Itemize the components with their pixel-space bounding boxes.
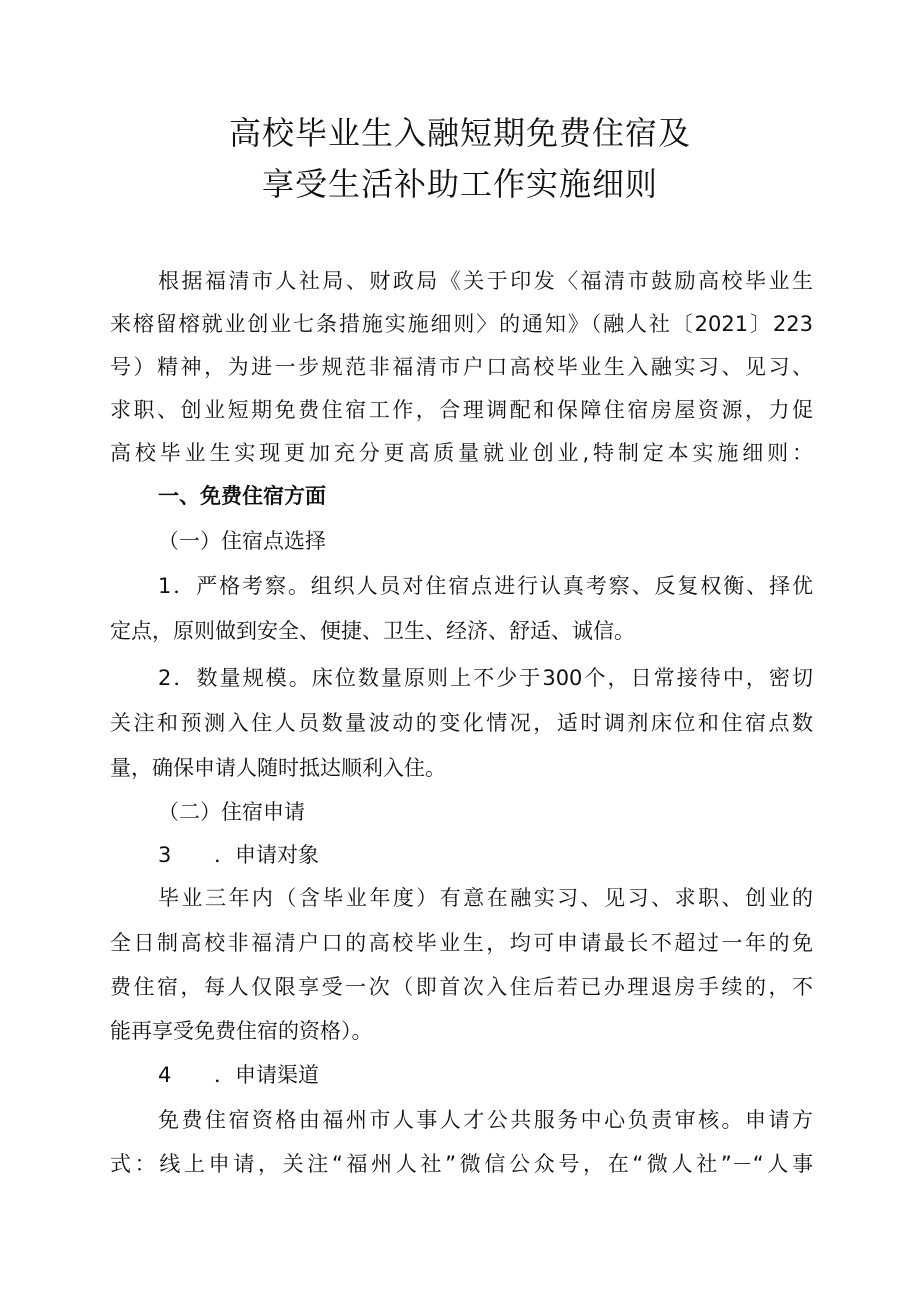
- subsection-heading-site-selection: （一）住宿点选择: [158, 529, 326, 553]
- item-3-body-line-3: 费住宿，每人仅限享受一次（即首次入住后若已办理退房手续的，不: [110, 975, 813, 999]
- item-3-number: 3: [158, 843, 172, 867]
- intro-line-3: 号）精神，为进一步规范非福清市户口高校毕业生入融实习、见习、: [110, 355, 813, 379]
- item-4-body-line-2: 式：线上申请，关注“福州人社”微信公众号，在“微人社”－“人事: [110, 1152, 813, 1176]
- item-4-body-line-1: 免费住宿资格由福州市人事人才公共服务中心负责审核。申请方: [158, 1108, 813, 1132]
- document-title-line-1: 高校毕业生入融短期免费住宿及: [228, 114, 691, 152]
- document-title-line-2: 享受生活补助工作实施细则: [261, 165, 658, 203]
- item-1-line-1: 1．严格考察。组织人员对住宿点进行认真考察、反复权衡、择优: [158, 574, 813, 598]
- intro-line-4: 求职、创业短期免费住宿工作，合理调配和保障住宿房屋资源，力促: [110, 398, 813, 422]
- item-3-heading: ．申请对象: [214, 843, 319, 867]
- item-3-body-line-1: 毕业三年内（含毕业年度）有意在融实习、见习、求职、创业的: [158, 886, 813, 910]
- item-3-body-line-2: 全日制高校非福清户口的高校毕业生，均可申请最长不超过一年的免: [110, 931, 813, 955]
- item-4-number: 4: [158, 1063, 172, 1087]
- subsection-heading-application: （二）住宿申请: [158, 800, 305, 824]
- item-3-body-line-4: 能再享受免费住宿的资格）。: [110, 1019, 373, 1043]
- section-heading-free-accommodation: 一、免费住宿方面: [158, 484, 326, 508]
- item-1-line-2: 定点，原则做到安全、便捷、卫生、经济、舒适、诚信。: [110, 619, 635, 643]
- intro-line-2: 来榕留榕就业创业七条措施实施细则〉的通知》（融人社〔2021〕223: [110, 312, 813, 336]
- item-2-line-3: 量，确保申请人随时抵达顺利入住。: [110, 756, 446, 780]
- item-2-line-1: 2．数量规模。床位数量原则上不少于300个，日常接待中，密切: [158, 666, 813, 690]
- item-4-heading: ．申请渠道: [214, 1063, 319, 1087]
- intro-line-1: 根据福清市人社局、财政局《关于印发〈福清市鼓励高校毕业生: [158, 269, 813, 293]
- intro-line-5: 高校毕业生实现更加充分更高质量就业创业,特制定本实施细则：: [110, 441, 813, 465]
- item-2-line-2: 关注和预测入住人员数量波动的变化情况，适时调剂床位和住宿点数: [110, 711, 813, 735]
